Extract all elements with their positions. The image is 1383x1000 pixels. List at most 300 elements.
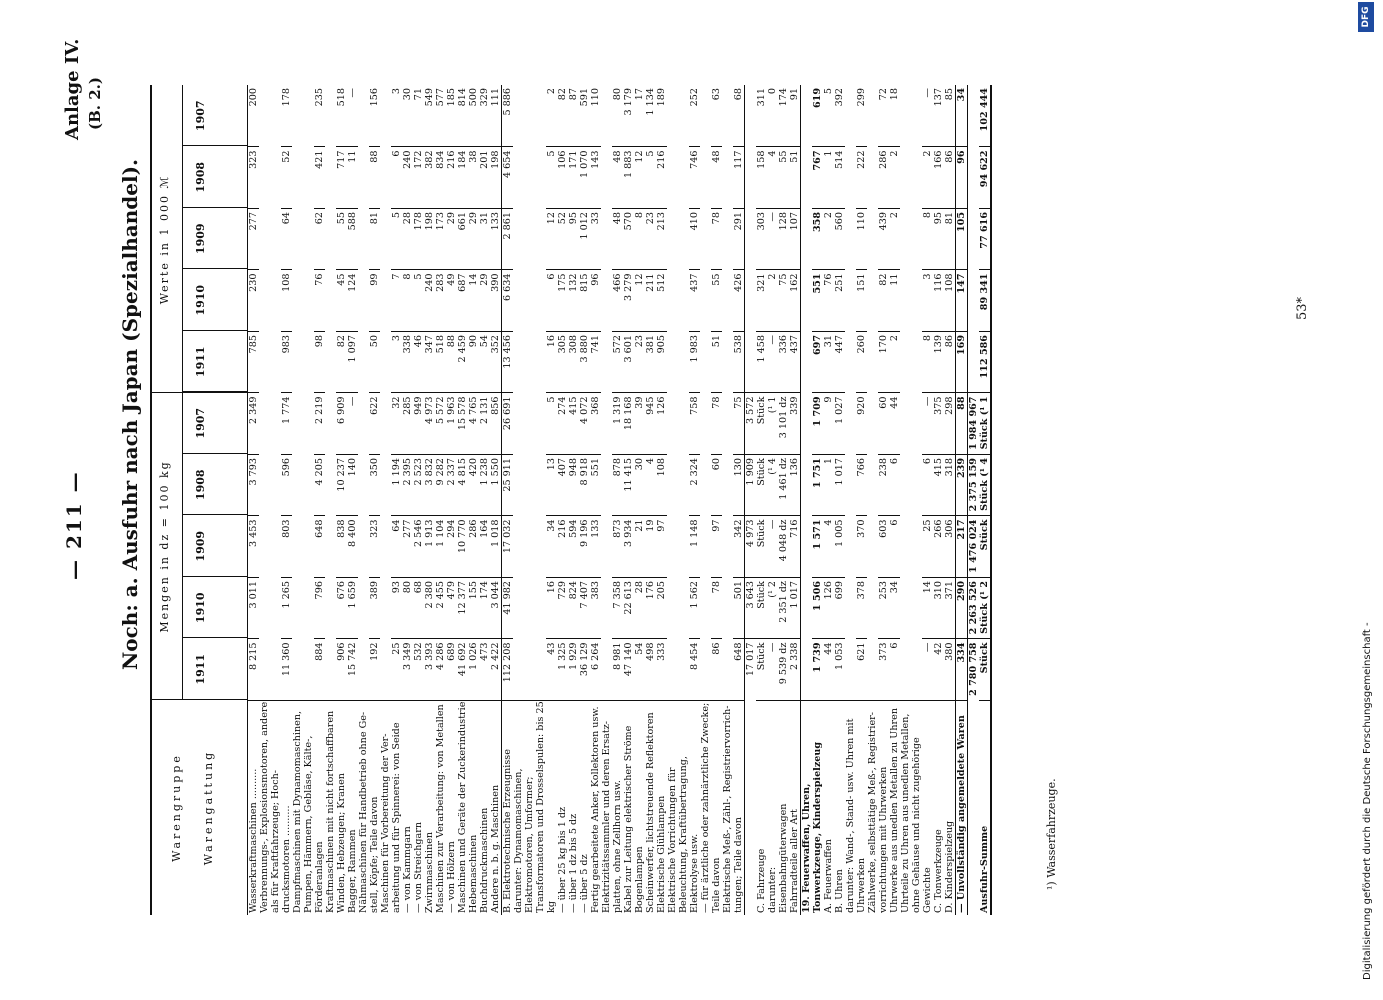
row-value: 421 (314, 147, 325, 209)
row-value: 96 (956, 147, 967, 209)
row-value: 1 909 Stück (745, 454, 767, 516)
row-value: 97 (711, 516, 722, 578)
row-value: 185 (446, 88, 457, 107)
row-value: 3 832 (424, 454, 435, 516)
row-value: 51 (711, 331, 722, 393)
row-value: 22 613 (623, 577, 634, 639)
table-row (823, 85, 834, 915)
table-row (446, 85, 457, 915)
row-value: 184 (457, 147, 468, 209)
row-value: 1 053 (834, 639, 845, 701)
row-value: 352 (490, 331, 501, 393)
table-row (358, 85, 380, 915)
row-label: Bagger, Rammen (347, 700, 358, 915)
row-label: Scheinwerfer, lichtstreuende Reflektoren (645, 700, 656, 915)
row-value: 44 (823, 639, 834, 701)
row-value: 25 911 (502, 454, 513, 516)
row-label: C. Fahrzeuge (756, 700, 767, 915)
row-label: Fahrradteile aller Art (789, 700, 800, 915)
row-value: 4 765 (468, 393, 479, 455)
row-value: 147 (956, 270, 967, 332)
row-value: 6 264 (590, 639, 601, 701)
row-value: 63 (711, 88, 722, 101)
row-value: 98 (314, 331, 325, 393)
row-value: 13 456 (502, 331, 513, 393)
row-value: 16 (546, 331, 557, 393)
row-label: D. Kinderspielzeug (944, 700, 955, 915)
row-value: 211 (645, 270, 656, 332)
row-value: 15 578 (457, 393, 468, 455)
row-value: 3 572 Stück (745, 393, 767, 455)
row-value: 290 (956, 577, 967, 639)
row-value: 108 (656, 454, 667, 516)
row-value: 803 (281, 516, 292, 578)
header-type: Warengattung (202, 749, 215, 866)
row-value: 766 (856, 454, 867, 516)
row-value: 155 (468, 577, 479, 639)
table-row (557, 85, 568, 915)
row-value: 1 659 (347, 577, 358, 639)
row-value: 240 (424, 270, 435, 332)
row-value: 323 (369, 516, 380, 578)
row-value: 333 (656, 639, 667, 701)
row-value: 64 (391, 516, 402, 578)
row-value: 392 (834, 88, 845, 107)
row-value: 426 (733, 270, 744, 332)
row-value: 437 (789, 331, 800, 393)
table-row (292, 85, 325, 915)
row-value: 6 (889, 454, 900, 516)
row-value: 1 550 (490, 454, 501, 516)
row-label: darunter: Wand-, Stand- usw. Uhren mit Uhrwerken (845, 700, 867, 915)
page-mark: 53* (1295, 296, 1310, 320)
row-value: 380 (944, 639, 955, 701)
row-value: 110 (590, 88, 601, 107)
row-value: 1 026 (468, 639, 479, 701)
row-value: 75 (733, 393, 744, 455)
row-value: 174 (479, 577, 490, 639)
row-label: Wasserkraftmaschinen .......... (248, 700, 259, 915)
row-value: 9 196 (579, 516, 590, 578)
row-value: 23 (634, 331, 645, 393)
row-value: 45 (336, 270, 347, 332)
row-value: 48 (711, 147, 722, 209)
table-row (590, 85, 601, 915)
footnote: ¹) Wasserfahrzeuge. (1045, 778, 1058, 890)
row-value: 824 (568, 577, 579, 639)
table-row (967, 85, 992, 915)
row-value: 1 148 (689, 516, 700, 578)
row-value: 466 (612, 270, 623, 332)
row-value: 2 375 159 Stück (¹ 4 (968, 454, 990, 516)
row-value: 2 (767, 270, 778, 332)
row-label: Dampfmaschinen mit Dynamomaschinen, Pumpen, Hämmern, Gebläse, Kälte-, Förderanlagen (292, 700, 325, 915)
row-value: 1 739 (812, 639, 823, 701)
row-value: 3 (391, 88, 402, 95)
row-value: 12 (546, 208, 557, 270)
table-row (700, 85, 722, 915)
header-group: Warengruppe (170, 753, 183, 862)
row-value: 5 572 (435, 393, 446, 455)
row-label: Fertig gearbeitete Anker, Kollektoren usw. (590, 700, 601, 915)
row-value: 1 325 (557, 639, 568, 701)
row-value: 7 (391, 270, 402, 332)
row-value: 3 101 dz (778, 393, 789, 455)
row-label: Hebemaschinen (468, 700, 479, 915)
row-value: 347 (424, 331, 435, 393)
row-value: 13 (546, 454, 557, 516)
row-value: 239 (956, 454, 967, 516)
row-value: 697 (812, 331, 823, 393)
header-year: 1908 (194, 469, 207, 501)
row-value: 6 909 (336, 393, 347, 455)
table-row (778, 85, 789, 915)
row-value: 303 (756, 208, 767, 270)
row-value: 251 (834, 270, 845, 332)
row-value: 538 (733, 331, 744, 393)
row-value: 62 (314, 208, 325, 270)
row-value: 143 (590, 147, 601, 209)
row-value: 78 (711, 393, 722, 455)
row-value: 717 (336, 147, 347, 209)
row-value: 551 (812, 270, 823, 332)
row-value: 594 (568, 516, 579, 578)
row-value: — (767, 331, 778, 393)
row-value: 1 005 (834, 516, 845, 578)
row-value: 6 (922, 454, 933, 516)
row-value: 72 (878, 88, 889, 101)
row-value: 14 (922, 577, 933, 639)
row-label: 19. Feuerwaffen, Uhren, Tonwerkzeuge, Kinderspielzeug (801, 700, 823, 915)
row-value: 339 (789, 393, 800, 455)
row-label: darunter: Dynamomaschinen, Elektromotoren, Umformer; Transformatoren und Drosselspulen: bis 25 kg (513, 701, 557, 913)
row-value: 11 415 (623, 454, 634, 516)
row-value: 501 (733, 577, 744, 639)
row-value: 170 (878, 331, 889, 393)
row-value: 110 (856, 208, 867, 270)
row-value: 11 (889, 270, 900, 332)
row-value: 1 104 (435, 516, 446, 578)
row-label: — über 1 dz bis 5 dz (568, 700, 579, 915)
row-value: 29 (446, 208, 457, 270)
row-value: 796 (314, 577, 325, 639)
row-value: 1 012 (579, 208, 590, 270)
row-value: 378 (856, 577, 867, 639)
row-label: Verbrennungs-, Explosionsmotoren, andere als für Kraftfahrzeuge; Hochdrucksmotoren .......... (259, 701, 292, 913)
row-value: 699 (834, 577, 845, 639)
row-value: 178 (413, 208, 424, 270)
row-value: — (922, 88, 933, 98)
row-value: 2 422 (490, 639, 501, 701)
row-value: 17 017 Stück (745, 639, 767, 701)
row-label: A. Feuerwaffen (823, 700, 834, 915)
row-value: 238 (878, 454, 889, 516)
table-row (955, 85, 967, 915)
row-value: 5 (413, 270, 424, 332)
row-value: 381 (645, 331, 656, 393)
row-value: 55 (711, 270, 722, 332)
row-value: 2 523 (413, 454, 424, 516)
header-year: 1910 (194, 592, 207, 624)
row-value: 1 (823, 147, 834, 209)
row-value: 213 (656, 208, 667, 270)
row-value: 532 (413, 639, 424, 701)
row-value: 514 (834, 147, 845, 209)
row-value: 28 (402, 208, 413, 270)
row-value: 80 (402, 577, 413, 639)
row-value: 622 (369, 393, 380, 455)
row-value: 5 (546, 393, 557, 455)
row-value: 38 (468, 147, 479, 209)
row-value: 252 (689, 88, 700, 107)
row-value: 1 963 (446, 393, 457, 455)
row-value: 9 539 dz (778, 639, 789, 701)
row-value: 473 (479, 639, 490, 701)
row-value: 0 (767, 88, 778, 95)
table-header (152, 85, 248, 915)
row-label: — Unvollständig angemeldete Waren (956, 700, 967, 915)
row-value: 407 (557, 454, 568, 516)
row-value: 4 048 dz (778, 516, 789, 578)
row-value: 31 (823, 331, 834, 393)
row-value: 3 601 (623, 331, 634, 393)
row-value: 283 (435, 270, 446, 332)
row-value: 169 (956, 331, 967, 393)
row-value: 3 880 (579, 331, 590, 393)
row-value: 1 461 dz (778, 454, 789, 516)
row-value: 2 (889, 331, 900, 393)
row-value: 1 319 (612, 393, 623, 455)
row-value: 298 (944, 393, 955, 455)
row-value: 31 (479, 208, 490, 270)
row-value: 18 168 (623, 393, 634, 455)
row-value: 43 (546, 639, 557, 701)
row-value: 23 (645, 208, 656, 270)
row-value: 1 774 (281, 393, 292, 455)
row-value: 201 (479, 147, 490, 209)
row-value: 85 (944, 88, 955, 101)
row-value: 884 (314, 639, 325, 701)
row-value: 86 (944, 331, 955, 393)
row-value: 1 571 (812, 516, 823, 578)
row-value: 12 377 (457, 577, 468, 639)
table-row (457, 85, 468, 915)
table-row (601, 85, 623, 915)
header-values: Werte in 1 000 ℳ (158, 174, 171, 305)
row-value: 390 (490, 270, 501, 332)
row-value: 948 (568, 454, 579, 516)
row-value: 1 984 967 Stück (¹ 1 (968, 393, 990, 455)
row-value: 596 (281, 454, 292, 516)
row-value: — (347, 88, 358, 98)
table-row (623, 85, 634, 915)
table-row (490, 85, 501, 915)
row-value: 2 861 (502, 208, 513, 270)
header-year: 1908 (194, 161, 207, 193)
row-value: 1 562 (689, 577, 700, 639)
row-value: 338 (402, 331, 413, 393)
row-value: 277 (402, 516, 413, 578)
row-value: 512 (656, 270, 667, 332)
row-value: 1 (823, 454, 834, 516)
row-value: 838 (336, 516, 347, 578)
header-year: 1910 (194, 284, 207, 316)
row-value: 130 (733, 454, 744, 516)
row-value: 87 (568, 88, 579, 101)
row-value: 716 (789, 516, 800, 578)
table-row (435, 85, 446, 915)
row-value: 758 (689, 393, 700, 455)
row-value: 905 (656, 331, 667, 393)
row-value: 54 (634, 639, 645, 701)
row-value: 198 (424, 208, 435, 270)
row-value: 133 (590, 516, 601, 578)
row-value: 4 072 (579, 393, 590, 455)
row-value: 8 (634, 208, 645, 270)
row-value: 767 (812, 147, 823, 209)
row-value: 11 360 (281, 639, 292, 701)
row-value: 689 (446, 639, 457, 701)
row-value: 336 (778, 331, 789, 393)
row-value: 6 (889, 516, 900, 578)
row-value: 82 (336, 331, 347, 393)
row-value: 8 (922, 331, 933, 393)
table-row (579, 85, 590, 915)
row-value: 2 (889, 147, 900, 209)
row-value: 8 454 (689, 639, 700, 701)
row-value: 4 (645, 454, 656, 516)
row-value: 81 (944, 208, 955, 270)
row-label: Zwirnmaschinen (424, 700, 435, 915)
dfg-logo: DFG (1358, 2, 1374, 32)
row-value: 1 070 (579, 147, 590, 209)
row-value: 68 (733, 88, 744, 101)
row-value: 21 (634, 516, 645, 578)
row-label: B. Uhren (834, 700, 845, 915)
row-value: 222 (856, 147, 867, 209)
row-value: 217 (956, 516, 967, 578)
row-value: 306 (944, 516, 955, 578)
row-value: 648 (733, 639, 744, 701)
row-value: (¹ 4 (767, 454, 778, 516)
row-value: 8 215 (248, 639, 259, 701)
row-value: 2 349 (248, 393, 259, 455)
table-row (325, 85, 347, 915)
row-value: 48 (612, 208, 623, 270)
row-value: 294 (446, 516, 457, 578)
table-row (722, 85, 744, 915)
row-value: 25 (922, 516, 933, 578)
row-value: 158 (756, 147, 767, 209)
row-value: 116 (933, 270, 944, 332)
row-value: 28 (634, 577, 645, 639)
row-value: 4 205 (314, 454, 325, 516)
table-row (248, 85, 259, 915)
row-value: 383 (590, 577, 601, 639)
row-value: 2 337 (446, 454, 457, 516)
row-value: 878 (612, 454, 623, 516)
row-value: 88 (956, 393, 967, 455)
row-value: 235 (314, 88, 325, 107)
row-value: 1 238 (479, 454, 490, 516)
row-value: 6 634 (502, 270, 513, 332)
table-row (900, 85, 933, 915)
row-value: 856 (490, 393, 501, 455)
row-value: 30 (402, 88, 413, 101)
row-value: 68 (413, 577, 424, 639)
table-row (656, 85, 667, 915)
row-label: — von Kammgarn (402, 700, 413, 915)
header-year: 1911 (194, 653, 207, 685)
row-value: 2 131 (479, 393, 490, 455)
row-value: 166 (933, 147, 944, 209)
row-value: 311 (756, 88, 767, 107)
row-value: 86 (944, 147, 955, 209)
trade-table (150, 85, 992, 915)
row-value: 9 282 (435, 454, 446, 516)
table-row (413, 85, 424, 915)
row-value: — (922, 393, 933, 455)
row-value: 82 (557, 88, 568, 101)
row-value: 371 (944, 577, 955, 639)
row-value: 3 793 (248, 454, 259, 516)
row-value: (¹ 1 (767, 393, 778, 455)
row-value: 2 455 (435, 577, 446, 639)
row-value: 8 918 (579, 454, 590, 516)
row-label: Elektrische Vorrichtungen für Beleuchtung, Kraftübertragung, Elektrolyse usw. (667, 700, 700, 915)
row-value: 318 (944, 454, 955, 516)
table-row (789, 85, 800, 915)
row-value: 6 (391, 147, 402, 209)
row-value: 44 (889, 393, 900, 455)
row-value: 54 (479, 331, 490, 393)
row-value: 1 458 (756, 331, 767, 393)
row-label: Maschinen zur Verarbeitung: von Metallen (435, 700, 446, 915)
row-value: 76 (314, 270, 325, 332)
row-value: 3 044 (490, 577, 501, 639)
row-value: 4 (823, 516, 834, 578)
row-value: 173 (435, 208, 446, 270)
row-value: 382 (424, 147, 435, 209)
row-label: Uhrwerke aus unedlen Metallen zu Uhren (889, 700, 900, 915)
row-value: 588 (347, 208, 358, 270)
row-value: 42 (933, 639, 944, 701)
row-value: 741 (590, 331, 601, 393)
row-value: 5 886 (502, 88, 513, 116)
table-row (834, 85, 845, 915)
row-value: 2 338 (789, 639, 800, 701)
row-value: 49 (446, 270, 457, 332)
table-row (479, 85, 490, 915)
table-row (667, 85, 700, 915)
row-value: 52 (557, 208, 568, 270)
table-row (944, 85, 955, 915)
row-value: 172 (413, 147, 424, 209)
row-value: 111 (490, 88, 501, 107)
table-row (767, 85, 778, 915)
row-value: 55 (336, 208, 347, 270)
row-value: 1 017 (789, 577, 800, 639)
row-value: 8 400 (347, 516, 358, 578)
row-value: 2 324 (689, 454, 700, 516)
row-value: 97 (656, 516, 667, 578)
row-value: 621 (856, 639, 867, 701)
row-value: 3 (922, 270, 933, 332)
table-row (501, 85, 513, 915)
row-value: 6 (889, 639, 900, 701)
row-value: 88 (369, 147, 380, 209)
row-value: 1 883 (623, 147, 634, 209)
